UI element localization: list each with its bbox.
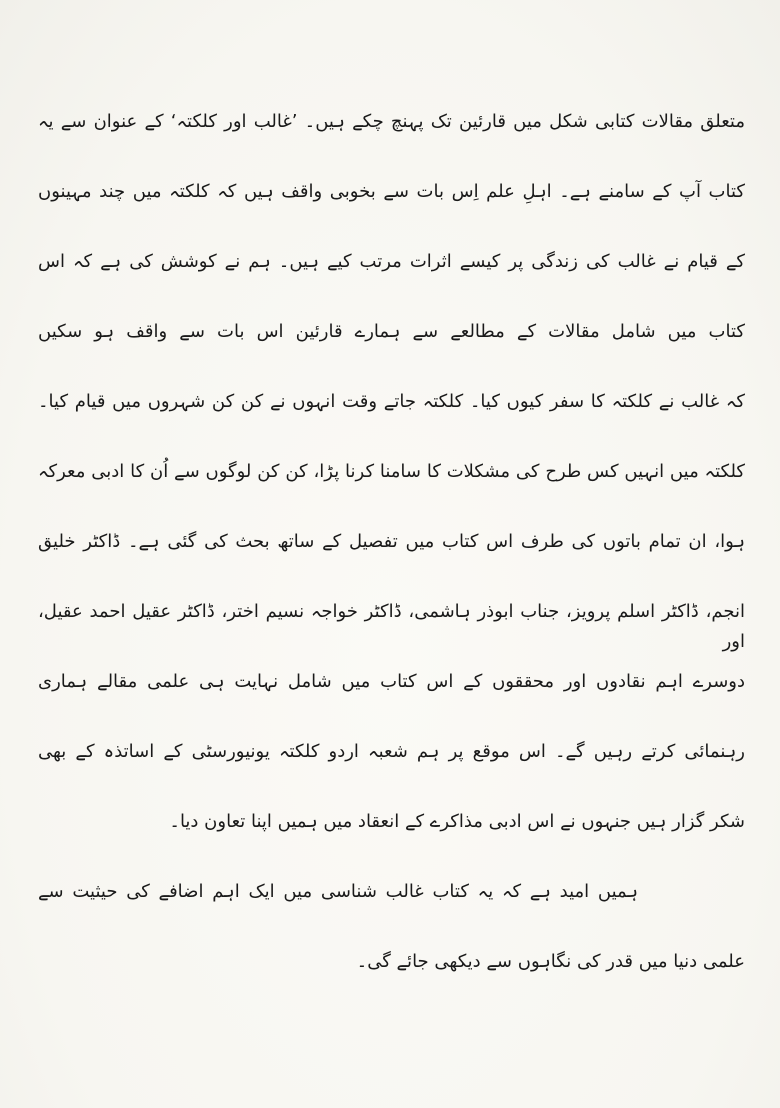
text-line-13: علمی دنیا میں قدر کی نگاہوں سے دیکھی جائے گی۔: [356, 951, 745, 972]
text-line-9: دوسرے اہم نقادوں اور محققوں کے اس کتاب میں شامل نہایت ہی علمی مقالے ہماری: [38, 671, 745, 692]
text-line-8: انجم، ڈاکٹر اسلم پرویز، جناب ابوذر ہاشمی، ڈاکٹر خواجہ نسیم اختر، ڈاکٹر عقیل احمد عقیل، اور: [38, 601, 745, 652]
text-line-10: رہنمائی کرتے رہیں گے۔ اس موقع پر ہم شعبہ اردو کلکتہ یونیورسٹی کے اساتذہ کے بھی: [38, 741, 745, 762]
text-line-4: کتاب میں شامل مقالات کے مطالعے سے ہمارے قارئین اس بات سے واقف ہو سکیں: [38, 321, 745, 342]
text-line-7: ہوا، ان تمام باتوں کی طرف اس کتاب میں تفصیل کے ساتھ بحث کی گئی ہے۔ ڈاکٹر خلیق: [38, 531, 745, 552]
text-line-5: کہ غالب نے کلکتہ کا سفر کیوں کیا۔ کلکتہ جاتے وقت انہوں نے کن کن شہروں میں قیام کیا۔: [38, 391, 745, 412]
text-line-2: کتاب آپ کے سامنے ہے۔ اہلِ علم اِس بات سے بخوبی واقف ہیں کہ کلکتہ میں چند مہینوں: [38, 181, 745, 202]
text-line-6: کلکتہ میں انہیں کس طرح کی مشکلات کا سامنا کرنا پڑا، کن کن لوگوں سے اُن کا ادبی معرکہ: [38, 461, 745, 482]
text-line-3: کے قیام نے غالب کی زندگی پر کیسے اثرات مرتب کیے ہیں۔ ہم نے کوشش کی ہے کہ اس: [38, 251, 745, 272]
text-line-11: شکر گزار ہیں جنہوں نے اس ادبی مذاکرے کے انعقاد میں ہمیں اپنا تعاون دیا۔: [169, 811, 745, 832]
text-line-1: متعلق مقالات کتابی شکل میں قارئین تک پہنچ چکے ہیں۔ ’غالب اور کلکتہ‘ کے عنوان سے یہ: [38, 111, 745, 132]
text-line-12: ہمیں امید ہے کہ یہ کتاب غالب شناسی میں ایک اہم اضافے کی حیثیت سے: [38, 881, 638, 902]
